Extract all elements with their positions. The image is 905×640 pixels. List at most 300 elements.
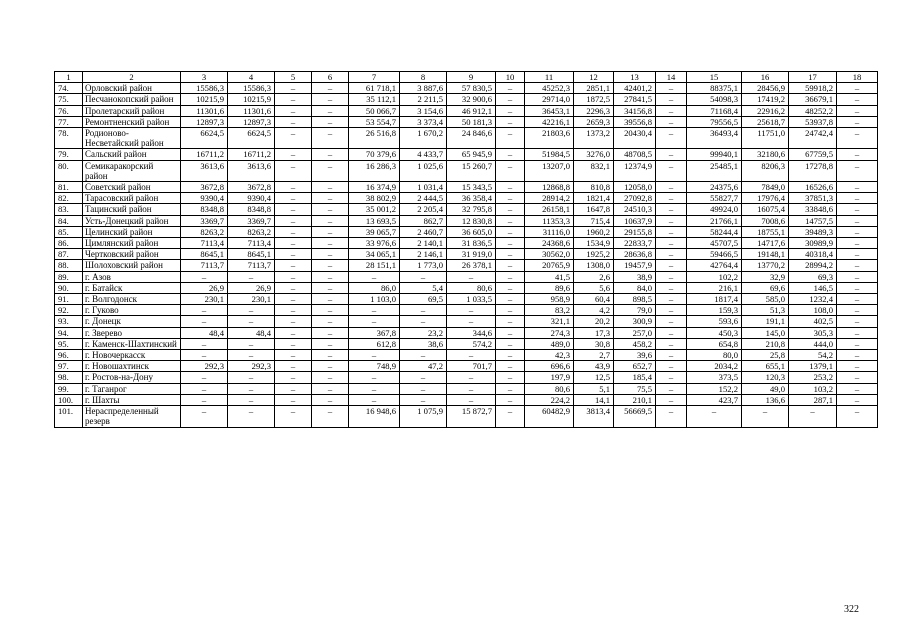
column-header: 2 (83, 72, 181, 83)
territory-name-cell: Советский район (83, 182, 181, 193)
row-number-cell: 93. (55, 316, 83, 327)
value-cell: – (687, 406, 742, 427)
table-row (55, 83, 878, 94)
row-number-cell: 98. (55, 372, 83, 383)
column-header: 5 (275, 72, 312, 83)
value-cell: – (837, 204, 878, 215)
value-cell: – (656, 182, 687, 193)
value-cell: 230,1 (228, 294, 275, 305)
table-row (55, 116, 878, 127)
value-cell: – (275, 94, 312, 105)
territory-name-cell: Цимлянский район (83, 238, 181, 249)
column-header: 11 (525, 72, 574, 83)
value-cell: 13770,2 (742, 260, 789, 271)
column-header: 6 (312, 72, 349, 83)
table-row (55, 305, 878, 316)
territory-name-cell: Целинский район (83, 226, 181, 237)
value-cell: 8645,1 (181, 249, 228, 260)
row-number-cell: 88. (55, 260, 83, 271)
value-cell: 12374,9 (614, 160, 656, 181)
table-row (55, 215, 878, 226)
value-cell: 18755,1 (742, 226, 789, 237)
value-cell: 7113,4 (228, 238, 275, 249)
value-cell: – (447, 305, 496, 316)
value-cell: 31 919,0 (447, 249, 496, 260)
value-cell: – (496, 327, 525, 338)
territory-name-cell: Шолоховский район (83, 260, 181, 271)
territory-name-cell: г. Зверево (83, 327, 181, 338)
row-number-cell: 76. (55, 105, 83, 116)
value-cell: 20430,4 (614, 128, 656, 149)
value-cell: 36 358,4 (447, 193, 496, 204)
table-row (55, 238, 878, 249)
value-cell: 16 374,9 (349, 182, 400, 193)
value-cell: – (496, 215, 525, 226)
value-cell: – (312, 238, 349, 249)
value-cell: 654,8 (687, 338, 742, 349)
territory-name-cell: Тацинский район (83, 204, 181, 215)
value-cell: – (496, 249, 525, 260)
value-cell: 39 065,7 (349, 226, 400, 237)
value-cell: – (656, 226, 687, 237)
value-cell: – (656, 238, 687, 249)
value-cell: 3813,4 (574, 406, 614, 427)
value-cell: 48708,5 (614, 149, 656, 160)
value-cell: – (275, 182, 312, 193)
value-cell: 103,2 (789, 383, 837, 394)
column-header: 17 (789, 72, 837, 83)
territory-name-cell: г. Шахты (83, 394, 181, 405)
value-cell: 27092,8 (614, 193, 656, 204)
value-cell: 28 151,1 (349, 260, 400, 271)
value-cell: – (837, 249, 878, 260)
value-cell: – (656, 271, 687, 282)
value-cell: – (496, 383, 525, 394)
value-cell: 3 154,6 (400, 105, 447, 116)
value-cell: 35 112,1 (349, 94, 400, 105)
value-cell: – (447, 383, 496, 394)
territory-name-cell: Пролетарский район (83, 105, 181, 116)
value-cell: 16 948,6 (349, 406, 400, 427)
value-cell: 6624,5 (228, 128, 275, 149)
value-cell: – (496, 406, 525, 427)
value-cell: 373,5 (687, 372, 742, 383)
value-cell: 31 836,5 (447, 238, 496, 249)
value-cell: 34 065,1 (349, 249, 400, 260)
territory-name-cell: г. Каменск-Шахтинский (83, 338, 181, 349)
value-cell: 69,6 (742, 282, 789, 293)
value-cell: 120,3 (742, 372, 789, 383)
value-cell: 2034,2 (687, 361, 742, 372)
value-cell: 3613,6 (228, 160, 275, 181)
value-cell: 33848,6 (789, 204, 837, 215)
column-header: 4 (228, 72, 275, 83)
row-number-cell: 83. (55, 204, 83, 215)
value-cell: 257,0 (614, 327, 656, 338)
value-cell: 29155,8 (614, 226, 656, 237)
value-cell: – (656, 383, 687, 394)
value-cell: 16 286,3 (349, 160, 400, 181)
value-cell: – (275, 215, 312, 226)
value-cell: 28456,9 (742, 83, 789, 94)
value-cell: – (312, 316, 349, 327)
column-header: 10 (496, 72, 525, 83)
value-cell: 10215,9 (181, 94, 228, 105)
value-cell: 652,7 (614, 361, 656, 372)
column-header: 16 (742, 72, 789, 83)
value-cell: – (837, 260, 878, 271)
table-row (55, 338, 878, 349)
value-cell: – (656, 249, 687, 260)
value-cell: 19457,9 (614, 260, 656, 271)
value-cell: 40318,4 (789, 249, 837, 260)
table-row (55, 316, 878, 327)
value-cell: 34156,8 (614, 105, 656, 116)
value-cell: – (312, 361, 349, 372)
row-number-cell: 81. (55, 182, 83, 193)
value-cell: – (837, 94, 878, 105)
value-cell: – (312, 327, 349, 338)
value-cell: 3 887,6 (400, 83, 447, 94)
column-header: 7 (349, 72, 400, 83)
value-cell: – (312, 215, 349, 226)
value-cell: 7113,7 (181, 260, 228, 271)
value-cell: 14717,6 (742, 238, 789, 249)
value-cell: 5,6 (574, 282, 614, 293)
row-number-cell: 80. (55, 160, 83, 181)
value-cell: – (275, 350, 312, 361)
table-row (55, 160, 878, 181)
value-cell: 612,8 (349, 338, 400, 349)
value-cell: 69,3 (789, 271, 837, 282)
value-cell: 39556,8 (614, 116, 656, 127)
value-cell: – (656, 105, 687, 116)
value-cell: – (837, 338, 878, 349)
value-cell: – (275, 305, 312, 316)
value-cell: 305,3 (789, 327, 837, 338)
row-number-cell: 85. (55, 226, 83, 237)
row-number-cell: 92. (55, 305, 83, 316)
value-cell: 1534,9 (574, 238, 614, 249)
value-cell: 48252,2 (789, 105, 837, 116)
column-header: 18 (837, 72, 878, 83)
row-number-cell: 99. (55, 383, 83, 394)
value-cell: 11301,6 (228, 105, 275, 116)
value-cell: – (837, 350, 878, 361)
value-cell: – (837, 116, 878, 127)
value-cell: 36493,4 (687, 128, 742, 149)
data-table (54, 71, 878, 428)
row-number-cell: 86. (55, 238, 83, 249)
value-cell: 11353,3 (525, 215, 574, 226)
value-cell: 25485,1 (687, 160, 742, 181)
column-header: 8 (400, 72, 447, 83)
value-cell: 12058,0 (614, 182, 656, 193)
value-cell: – (349, 316, 400, 327)
value-cell: – (496, 294, 525, 305)
value-cell: – (275, 116, 312, 127)
value-cell: 185,4 (614, 372, 656, 383)
value-cell: 1373,2 (574, 128, 614, 149)
value-cell: 8645,1 (228, 249, 275, 260)
value-cell: 15 872,7 (447, 406, 496, 427)
value-cell: 832,1 (574, 160, 614, 181)
value-cell: – (275, 338, 312, 349)
data-table-container (54, 71, 877, 428)
value-cell: 715,4 (574, 215, 614, 226)
value-cell: 423,7 (687, 394, 742, 405)
value-cell: 1 025,6 (400, 160, 447, 181)
value-cell: 1 031,4 (400, 182, 447, 193)
value-cell: 696,6 (525, 361, 574, 372)
column-header: 14 (656, 72, 687, 83)
value-cell: – (656, 94, 687, 105)
territory-name-cell: г. Новошахтинск (83, 361, 181, 372)
value-cell: – (312, 406, 349, 427)
value-cell: – (349, 394, 400, 405)
value-cell: 26,9 (228, 282, 275, 293)
value-cell: 402,5 (789, 316, 837, 327)
value-cell: 71168,4 (687, 105, 742, 116)
value-cell: 48,4 (228, 327, 275, 338)
value-cell: 146,5 (789, 282, 837, 293)
value-cell: – (312, 160, 349, 181)
value-cell: 30,8 (574, 338, 614, 349)
value-cell: – (496, 316, 525, 327)
value-cell: 60,4 (574, 294, 614, 305)
value-cell: 30989,9 (789, 238, 837, 249)
page-number: 322 (844, 604, 859, 615)
value-cell: 145,0 (742, 327, 789, 338)
value-cell: 12 830,8 (447, 215, 496, 226)
value-cell: – (228, 383, 275, 394)
value-cell: 12897,3 (181, 116, 228, 127)
value-cell: 1308,0 (574, 260, 614, 271)
row-number-cell: 89. (55, 271, 83, 282)
value-cell: 20,2 (574, 316, 614, 327)
column-header: 13 (614, 72, 656, 83)
territory-name-cell: г. Ростов-на-Дону (83, 372, 181, 383)
value-cell: 30562,0 (525, 249, 574, 260)
table-row (55, 105, 878, 116)
value-cell: – (275, 406, 312, 427)
value-cell: 7849,0 (742, 182, 789, 193)
row-number-cell: 100. (55, 394, 83, 405)
value-cell: 41,5 (525, 271, 574, 282)
table-header-row (55, 72, 878, 83)
value-cell: 2 211,5 (400, 94, 447, 105)
value-cell: – (496, 128, 525, 149)
value-cell: – (656, 193, 687, 204)
value-cell: 4 433,7 (400, 149, 447, 160)
value-cell: – (275, 128, 312, 149)
value-cell: 20765,9 (525, 260, 574, 271)
value-cell: 300,9 (614, 316, 656, 327)
value-cell: – (275, 383, 312, 394)
value-cell: – (275, 238, 312, 249)
value-cell: – (228, 305, 275, 316)
value-cell: – (349, 372, 400, 383)
value-cell: – (447, 350, 496, 361)
value-cell: 10637,9 (614, 215, 656, 226)
value-cell: 8206,3 (742, 160, 789, 181)
value-cell: – (275, 204, 312, 215)
value-cell: 56669,5 (614, 406, 656, 427)
value-cell: 79,0 (614, 305, 656, 316)
value-cell: – (312, 282, 349, 293)
value-cell: – (400, 350, 447, 361)
value-cell: – (275, 372, 312, 383)
value-cell: – (349, 305, 400, 316)
value-cell: 55827,7 (687, 193, 742, 204)
value-cell: 1 075,9 (400, 406, 447, 427)
value-cell: 3 373,4 (400, 116, 447, 127)
table-row (55, 204, 878, 215)
value-cell: – (837, 271, 878, 282)
value-cell: – (656, 128, 687, 149)
value-cell: – (656, 406, 687, 427)
value-cell: 17,3 (574, 327, 614, 338)
value-cell: 13207,0 (525, 160, 574, 181)
value-cell: – (496, 282, 525, 293)
value-cell: – (312, 204, 349, 215)
column-header: 9 (447, 72, 496, 83)
value-cell: 7113,4 (181, 238, 228, 249)
value-cell: 5,4 (400, 282, 447, 293)
column-header: 12 (574, 72, 614, 83)
value-cell: 2,6 (574, 271, 614, 282)
table-row (55, 149, 878, 160)
value-cell: 9390,4 (181, 193, 228, 204)
value-cell: – (496, 394, 525, 405)
value-cell: – (275, 160, 312, 181)
territory-name-cell: г. Донецк (83, 316, 181, 327)
value-cell: 367,8 (349, 327, 400, 338)
territory-name-cell: Ремонтненский район (83, 116, 181, 127)
table-row (55, 327, 878, 338)
value-cell: 1925,2 (574, 249, 614, 260)
value-cell: 1 103,0 (349, 294, 400, 305)
value-cell: 3613,6 (181, 160, 228, 181)
value-cell: 2 140,1 (400, 238, 447, 249)
value-cell: – (656, 83, 687, 94)
value-cell: – (837, 383, 878, 394)
value-cell: 159,3 (687, 305, 742, 316)
row-number-cell: 95. (55, 338, 83, 349)
value-cell: 11301,6 (181, 105, 228, 116)
value-cell: – (228, 338, 275, 349)
value-cell: 45707,5 (687, 238, 742, 249)
value-cell: 16711,2 (228, 149, 275, 160)
territory-name-cell: Нераспределенный резерв (83, 406, 181, 427)
value-cell: 26 516,8 (349, 128, 400, 149)
value-cell: 152,2 (687, 383, 742, 394)
value-cell: 102,2 (687, 271, 742, 282)
table-row (55, 94, 878, 105)
column-header: 3 (181, 72, 228, 83)
value-cell: 2 460,7 (400, 226, 447, 237)
value-cell: – (447, 394, 496, 405)
value-cell: – (228, 394, 275, 405)
value-cell: – (447, 271, 496, 282)
value-cell: – (496, 204, 525, 215)
table-row (55, 383, 878, 394)
territory-name-cell: г. Волгодонск (83, 294, 181, 305)
value-cell: – (312, 128, 349, 149)
value-cell: – (228, 350, 275, 361)
value-cell: 16075,4 (742, 204, 789, 215)
value-cell: – (400, 271, 447, 282)
value-cell: – (275, 394, 312, 405)
table-row (55, 193, 878, 204)
value-cell: – (496, 160, 525, 181)
value-cell: 701,7 (447, 361, 496, 372)
value-cell: – (789, 406, 837, 427)
value-cell: – (496, 105, 525, 116)
value-cell: 38 802,9 (349, 193, 400, 204)
value-cell: 15586,3 (228, 83, 275, 94)
value-cell: – (312, 94, 349, 105)
value-cell: – (312, 305, 349, 316)
value-cell: – (312, 383, 349, 394)
value-cell: 108,0 (789, 305, 837, 316)
value-cell: 2296,3 (574, 105, 614, 116)
value-cell: 65 945,9 (447, 149, 496, 160)
value-cell: – (656, 215, 687, 226)
value-cell: 230,1 (181, 294, 228, 305)
value-cell: 1817,4 (687, 294, 742, 305)
value-cell: 89,6 (525, 282, 574, 293)
value-cell: – (312, 105, 349, 116)
value-cell: – (275, 105, 312, 116)
value-cell: 748,9 (349, 361, 400, 372)
value-cell: – (837, 238, 878, 249)
value-cell: – (837, 105, 878, 116)
value-cell: – (496, 182, 525, 193)
row-number-cell: 97. (55, 361, 83, 372)
value-cell: – (496, 361, 525, 372)
value-cell: 574,2 (447, 338, 496, 349)
value-cell: 1872,5 (574, 94, 614, 105)
value-cell: – (275, 294, 312, 305)
value-cell: – (656, 116, 687, 127)
value-cell: 25,8 (742, 350, 789, 361)
value-cell: 99940,1 (687, 149, 742, 160)
value-cell: 38,9 (614, 271, 656, 282)
value-cell: – (837, 372, 878, 383)
value-cell: – (275, 260, 312, 271)
value-cell: 11751,0 (742, 128, 789, 149)
value-cell: 15 343,5 (447, 182, 496, 193)
value-cell: 28994,2 (789, 260, 837, 271)
value-cell: – (496, 83, 525, 94)
value-cell: 88375,1 (687, 83, 742, 94)
value-cell: 22916,2 (742, 105, 789, 116)
territory-name-cell: Родионово-Несветайский район (83, 128, 181, 149)
value-cell: 2 146,1 (400, 249, 447, 260)
value-cell: 39,6 (614, 350, 656, 361)
value-cell: 32,9 (742, 271, 789, 282)
value-cell: – (312, 294, 349, 305)
value-cell: – (312, 350, 349, 361)
value-cell: – (228, 271, 275, 282)
value-cell: – (496, 238, 525, 249)
row-number-cell: 84. (55, 215, 83, 226)
value-cell: 51,3 (742, 305, 789, 316)
value-cell: 12868,8 (525, 182, 574, 193)
value-cell: – (837, 394, 878, 405)
territory-name-cell: г. Батайск (83, 282, 181, 293)
